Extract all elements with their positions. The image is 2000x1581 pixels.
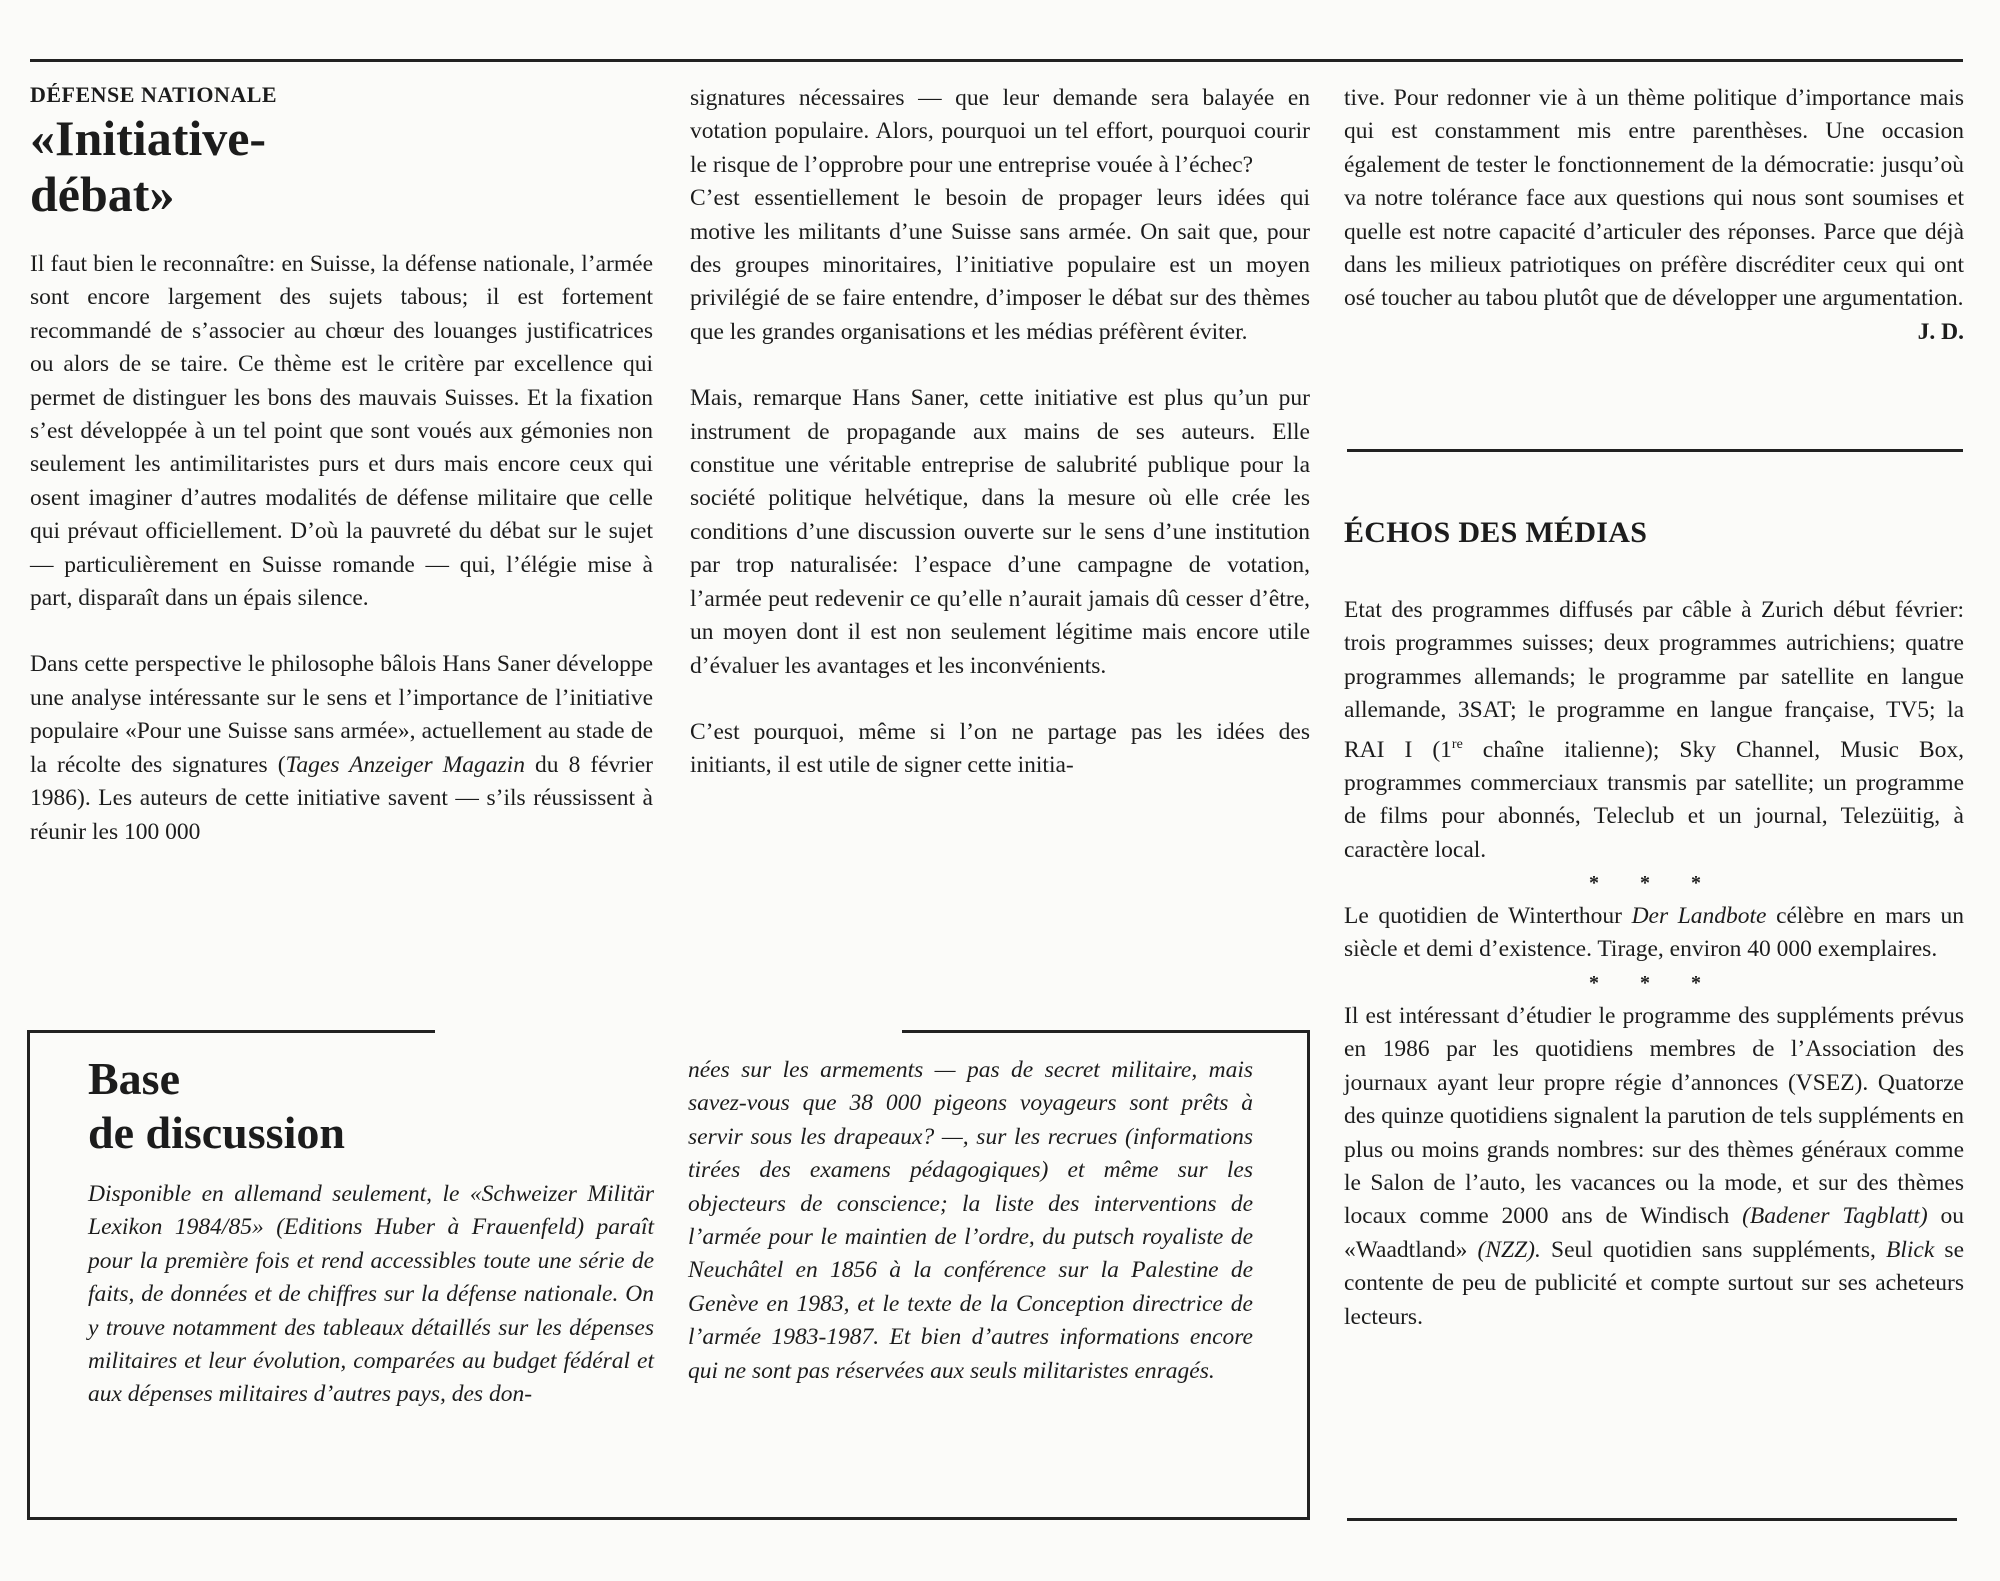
author-signature: J. D. (1917, 318, 1964, 345)
media-section (1344, 516, 1964, 1334)
article-kicker: DÉFENSE NATIONALE (30, 82, 278, 107)
box-body-col2: nées sur les armements — pas de secret militaire, mais savez-vous que 38 000 pigeons voyageurs sont prêts à servir sous les drapeaux? —, sur les recrues (informations tirées des examens pédagogiques) et même sur les objecteurs de conscience; la liste des interventions de l’armée pour le maintien de l’ordre, du putsch royaliste de Neuchâtel en 1856 à la conférence sur la Palestine de Genève en 1983, et le texte de la Conception directrice de l’armée 1983-1987. Et bien d’autres informations encore qui ne sont pas réservées aux seuls militaristes enragés. (688, 1057, 1253, 1384)
paragraph: Etat des programmes diffusés par câble à Zurich début février: trois programmes suisses; deux programmes autrichiens; quatre programmes allemands; le programme par satellite en langue allemande, 3SAT; le programme en langue française, TV5; la RAI I (1re chaîne italienne); Sky Channel, Music Box, programmes commerciaux transmis par satellite; un programme de films pour abonnés, Teleclub et un journal, Telezüitig, à caractère local. (1344, 597, 1965, 863)
article-body-col2 (690, 82, 1310, 783)
headline-line-2: débat» (30, 166, 175, 222)
media-section-title: ÉCHOS DES MÉDIAS (1344, 516, 1648, 549)
article-headline (30, 110, 653, 222)
paragraph: Dans cette perspective le philosophe bâlois Hans Saner développe une analyse intéressante sur le sens et l’importance de l’initiative populaire «Pour une Suisse sans armée», actuellement au stade de la récolte des signatures (Tages Anzeiger Magazin du 8 février 1986). Les auteurs de cette initiative savent — s’ils réussissent à réunir les 100 000 (30, 651, 653, 845)
column3-mid-rule (1347, 449, 1963, 452)
box-top-rule-right (902, 1030, 1310, 1033)
newspaper-name: Der Landbote (1631, 903, 1767, 930)
paragraph: Le quotidien de Winterthour Der Landbote célèbre en mars un siècle et demi d’existence. Tirage, environ 40 000 exemplaires. (1344, 903, 1965, 963)
column3-bottom-rule (1347, 1518, 1957, 1521)
article-column-3 (1344, 82, 1964, 349)
newspaper-name: Blick (1886, 1236, 1935, 1263)
article-column-2 (690, 82, 1310, 783)
newspaper-name: (NZZ). (1477, 1236, 1541, 1263)
paragraph: C’est pourquoi, même si l’on ne partage pas les idées des initiants, il est utile de signer cette initia- (690, 718, 1310, 779)
article-body-col3 (1344, 82, 1964, 345)
box-column-2 (688, 1054, 1253, 1388)
headline-line-1: «Initiative- (30, 110, 267, 166)
box-title (88, 1052, 654, 1160)
paragraph: Mais, remarque Hans Saner, cette initiative est plus qu’un pur instrument de propagande aux mains de ses auteurs. Elle constitue une véritable entreprise de salubrité publique pour la société politique helvétique, dans la mesure où elle crée les conditions d’une discussion ouverte sur le sens d’une institution par trop naturalisée: l’espace d’une campagne de votation, l’armée peut redevenir ce qu’elle n’aurait jamais dû cesser d’être, un moyen dont il est non seulement légitime mais encore utile d’évaluer les avantages et les inconvénients. (690, 385, 1310, 679)
newspaper-name: (Badener Tagblatt) (1742, 1203, 1928, 1230)
media-body (1344, 594, 1964, 1334)
article-body-col1 (30, 248, 653, 849)
paragraph: Il est intéressant d’étudier le programme des suppléments prévus en 1986 par les quotidiens membres de l’Association des journaux ayant leur propre régie d’annonces (VSEZ). Quatorze des quinze quotidiens signalent la parution de tels suppléments en plus ou moins grands nombres: sur des thèmes généraux comme le Salon de l’auto, les vacances ou la mode, et sur des thèmes locaux comme 2000 ans de Windisch (Badener Tagblatt) ou «Waadtland» (NZZ). Seul quotidien sans suppléments, Blick se contente de peu de publicité et compte surtout sur ses acheteurs lecteurs. (1344, 1002, 1965, 1330)
superscript: re (1451, 736, 1463, 752)
paragraph: Il faut bien le reconnaître: en Suisse, la défense nationale, l’armée sont encore largement des sujets tabous; il est fortement recommandé de s’associer au chœur des louanges justificatrices ou alors de se taire. Ce thème est le critère par excellence qui permet de distinguer les bons des mauvais Suisses. Et la fixation s’est développée à un tel point que sont voués aux gémonies non seulement les antimilitaristes purs et durs mais encore ceux qui osent imaginer d’autres modalités de défense militaire que celle qui prévaut officiellement. D’où la pauvreté du débat sur le sujet — particulièrement en Suisse romande — qui, l’élégie mise à part, disparaît dans un épais silence. (30, 251, 653, 612)
box-body-col1: Disponible en allemand seulement, le «Schweizer Militär Lexikon 1984/85» (Editions Huber à Frauenfeld) paraît pour la première fois et rend accessibles toute une série de faits, de données et de chiffres sur la défense nationale. On y trouve notamment des tableaux détaillés sur les dépenses militaires et leur évolution, comparées au budget fédéral et aux dépenses militaires d’autres pays, des don- (88, 1181, 654, 1408)
article-column-1 (30, 82, 653, 849)
separator-stars: * * * (1589, 971, 1719, 994)
top-rule (30, 59, 1963, 62)
box-title-line-2: de discussion (88, 1107, 345, 1158)
paragraph: tive. Pour redonner vie à un thème politique d’importance mais qui est constamment mis entre parenthèses. Une occasion également de tester le fonctionnement de la démocratie: jusqu’où va notre tolérance face aux questions qui nous sont soumises et quelle est notre capacité d’articuler des réponses. Parce que déjà dans les milieux patriotiques on préfère discréditer ceux qui ont osé toucher au tabou plutôt que de développer une argumentation. J. D. (1344, 82, 1964, 316)
paragraph: C’est essentiellement le besoin de propager leurs idées qui motive les militants d’une Suisse sans armée. On sait que, pour des groupes minoritaires, l’initiative populaire est un moyen privilégié de se faire entendre, d’imposer le débat sur des thèmes que les grandes organisations et les médias préfèrent éviter. (690, 185, 1310, 345)
box-column-1 (88, 1052, 654, 1412)
box-title-line-1: Base (88, 1053, 180, 1104)
paragraph: signatures nécessaires — que leur demande sera balayée en votation populaire. Alors, pourquoi un tel effort, pourquoi courir le risque de l’opprobre pour une entreprise vouée à l’échec? (690, 85, 1310, 178)
source-title: Tages Anzeiger Magazin (285, 751, 525, 778)
box-top-rule-left (27, 1030, 435, 1033)
separator-stars: * * * (1589, 872, 1719, 895)
